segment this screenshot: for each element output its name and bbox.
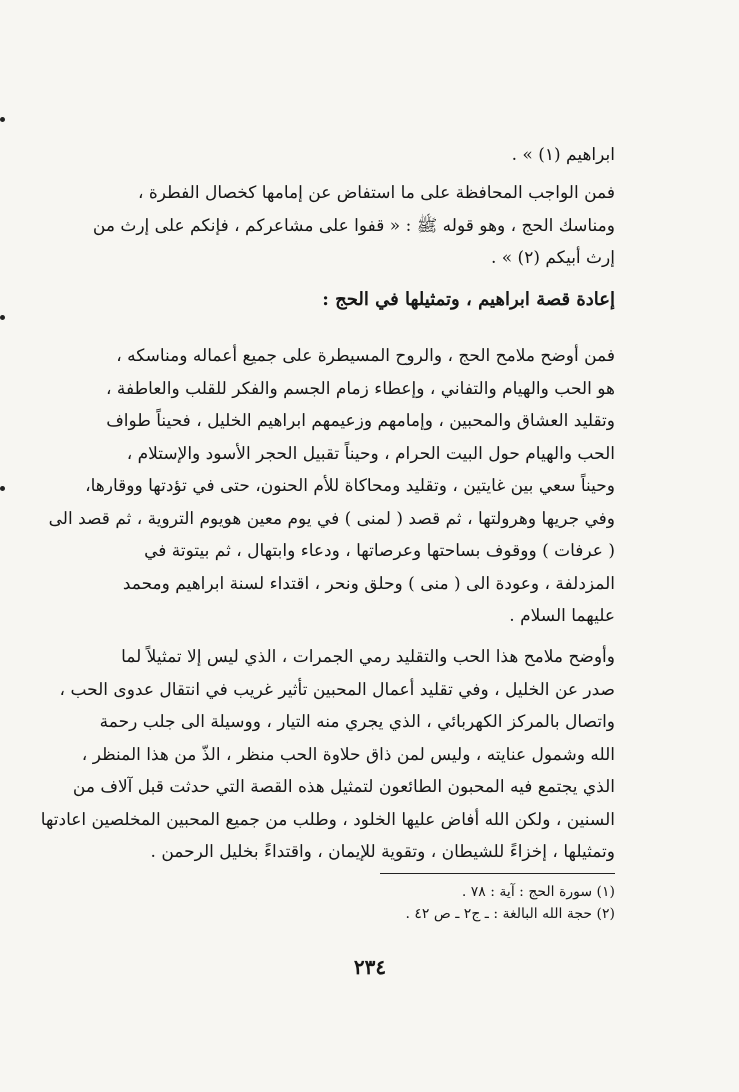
text-line: ابراهيم (١) » . <box>511 145 615 165</box>
text-line: وفي جريها وهرولتها ، ثم قصد ( لمنى ) في يوم معين هويوم التروية ، ثم قصد الى <box>48 508 615 529</box>
paragraph-4 <box>40 641 615 869</box>
section-heading: إعادة قصة ابراهيم ، وتمثيلها في الحج : <box>322 289 615 310</box>
paragraph-1 <box>95 139 615 172</box>
text-line: الذي يجتمع فيه المحبون الطائعون لتمثيل هذه القصة التي حدثت قبل آلاف من <box>72 777 615 797</box>
text-line: هو الحب والهيام والتفاني ، وإعطاء زمام الجسم والفكر للقلب والعاطفة ، <box>106 378 615 399</box>
text-line: عليهما السلام . <box>509 606 615 626</box>
footnote-divider <box>380 873 615 874</box>
text-line: ومناسك الحج ، وهو قوله ﷺ : « قفوا على مشاعركم ، فإنكم على إرث من <box>92 215 615 236</box>
margin-mark <box>0 117 5 122</box>
text-line: الحب والهيام حول البيت الحرام ، وحيناً تقبيل الحجر الأسود والإستلام ، <box>126 443 615 464</box>
text-line: وأوضح ملامح هذا الحب والتقليد رمي الجمرات ، الذي ليس إلا تمثيلاً لما <box>121 647 615 667</box>
text-line: واتصال بالمركز الكهربائي ، الذي يجري منه التيار ، ووسيلة الى جلب رحمة <box>99 712 615 732</box>
text-line: الله وشمول عنايته ، وليس لمن ذاق حلاوة الحب منظر ، الذّ من هذا المنظر ، <box>81 744 615 765</box>
text-line: ( عرفات ) ووقوف بساحتها وعرصاتها ، ودعاء وابتهال ، ثم بيتوتة في <box>144 541 615 561</box>
text-line: فمن أوضح ملامح الحج ، والروح المسيطرة على جميع أعماله ومناسكه ، <box>116 346 615 366</box>
paragraph-2 <box>92 177 615 275</box>
margin-mark <box>0 315 5 320</box>
text-line: السنين ، ولكن الله أفاض عليها الخلود ، وطلب من جميع المحبين المخلصين اعادتها <box>40 809 615 830</box>
footnote: (١) سورة الحج : آية : ٧٨ . <box>461 884 615 900</box>
text-line: وتقليد العشاق والمحبين ، وإمامهم وزعيمهم ابراهيم الخليل ، فحيناً طواف <box>106 411 615 431</box>
text-line: وتمثيلها ، إخزاءً للشيطان ، وتقوية للإيمان ، واقتداءً بخليل الرحمن . <box>150 842 615 862</box>
paragraph-3 <box>48 340 615 633</box>
footnotes <box>300 881 615 925</box>
page-number: ٢٣٤ <box>353 955 387 979</box>
footnote: (٢) حجة الله البالغة : ـ ج٢ ـ ص ٤٢ . <box>405 906 615 922</box>
text-line: فمن الواجب المحافظة على ما استفاض عن إمامها كخصال الفطرة ، <box>137 183 615 203</box>
text-line: وحيناً سعي بين غايتين ، وتقليد ومحاكاة للأم الحنون، حتى في تؤدتها ووقارها، <box>85 476 615 496</box>
text-line: صدر عن الخليل ، وفي تقليد أعمال المحبين تأثير غريب في انتقال عدوى الحب ، <box>59 679 615 700</box>
text-line: إرث أبيكم (٢) » . <box>490 248 615 268</box>
text-line: المزدلفة ، وعودة الى ( منى ) وحلق ونحر ، اقتداء لسنة ابراهيم ومحمد <box>122 573 615 594</box>
margin-mark <box>0 486 5 491</box>
